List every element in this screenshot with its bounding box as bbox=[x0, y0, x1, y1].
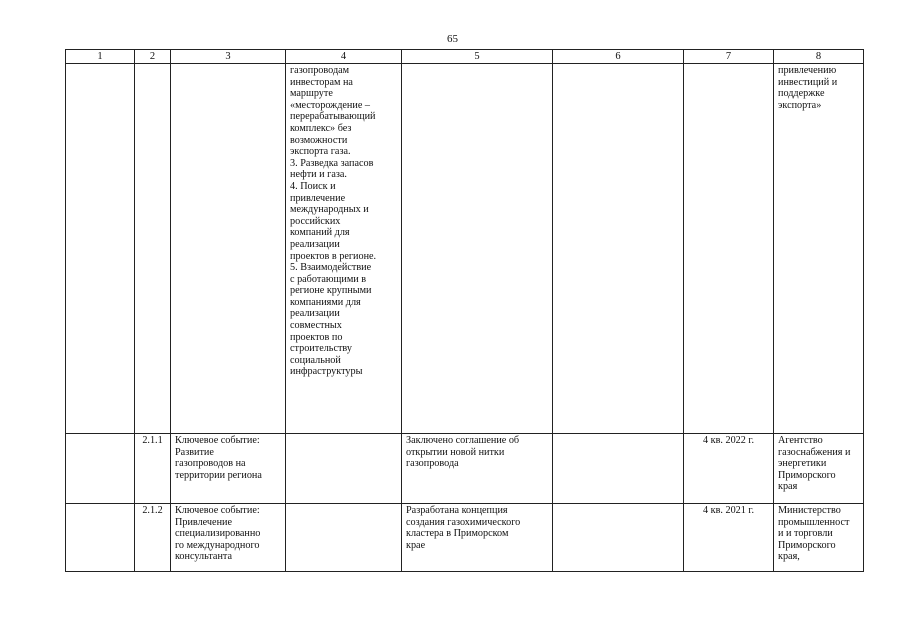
table-cell bbox=[66, 504, 135, 572]
column-number-row bbox=[66, 50, 864, 64]
table-cell bbox=[171, 64, 286, 434]
result-cell: Разработана концепция создания газохимического кластера в Приморском крае bbox=[402, 504, 553, 572]
table-row bbox=[66, 504, 864, 572]
table-cell bbox=[66, 64, 135, 434]
table-row bbox=[66, 434, 864, 504]
event-cell: Ключевое событие: Привлечение специализированно го международного консультанта bbox=[171, 504, 286, 572]
table-cell bbox=[553, 504, 684, 572]
column-number: 2 bbox=[135, 50, 171, 64]
deadline-cell: 4 кв. 2022 г. bbox=[684, 434, 774, 504]
plan-table bbox=[65, 49, 864, 572]
table-cell bbox=[66, 434, 135, 504]
column-number: 1 bbox=[66, 50, 135, 64]
table-cell bbox=[402, 64, 553, 434]
responsible-cell: привлечению инвестиций и поддержке экспорта» bbox=[774, 64, 864, 434]
column-number: 7 bbox=[684, 50, 774, 64]
table-cell bbox=[553, 434, 684, 504]
deadline-cell: 4 кв. 2021 г. bbox=[684, 504, 774, 572]
table-cell bbox=[684, 64, 774, 434]
table-row bbox=[66, 64, 864, 434]
item-number-cell: 2.1.1 bbox=[135, 434, 171, 504]
table-cell bbox=[135, 64, 171, 434]
responsible-cell: Министерство промышленност и и торговли Приморского края, bbox=[774, 504, 864, 572]
column-number: 8 bbox=[774, 50, 864, 64]
column-number: 6 bbox=[553, 50, 684, 64]
event-cell: Ключевое событие: Развитие газопроводов на территории региона bbox=[171, 434, 286, 504]
item-number-cell: 2.1.2 bbox=[135, 504, 171, 572]
table-cell bbox=[286, 434, 402, 504]
result-cell: Заключено соглашение об открытии новой нитки газопровода bbox=[402, 434, 553, 504]
column-number: 5 bbox=[402, 50, 553, 64]
table-cell bbox=[286, 504, 402, 572]
column-number: 3 bbox=[171, 50, 286, 64]
responsible-cell: Агентство газоснабжения и энергетики Приморского края bbox=[774, 434, 864, 504]
column-number: 4 bbox=[286, 50, 402, 64]
page-number: 65 bbox=[447, 33, 458, 45]
table-cell bbox=[553, 64, 684, 434]
measures-cell: газопроводам инвесторам на маршруте «месторождение – перерабатывающий комплекс» без возможности экспорта газа. 3. Разведка запасов нефти и газа. 4. Поиск и привлечение международных и российских компаний для реализации проектов в регионе. 5. Взаимодействие с работающими в регионе крупными компаниями для реализации совместных проектов по строительству социальной инфраструктуры bbox=[286, 64, 402, 434]
